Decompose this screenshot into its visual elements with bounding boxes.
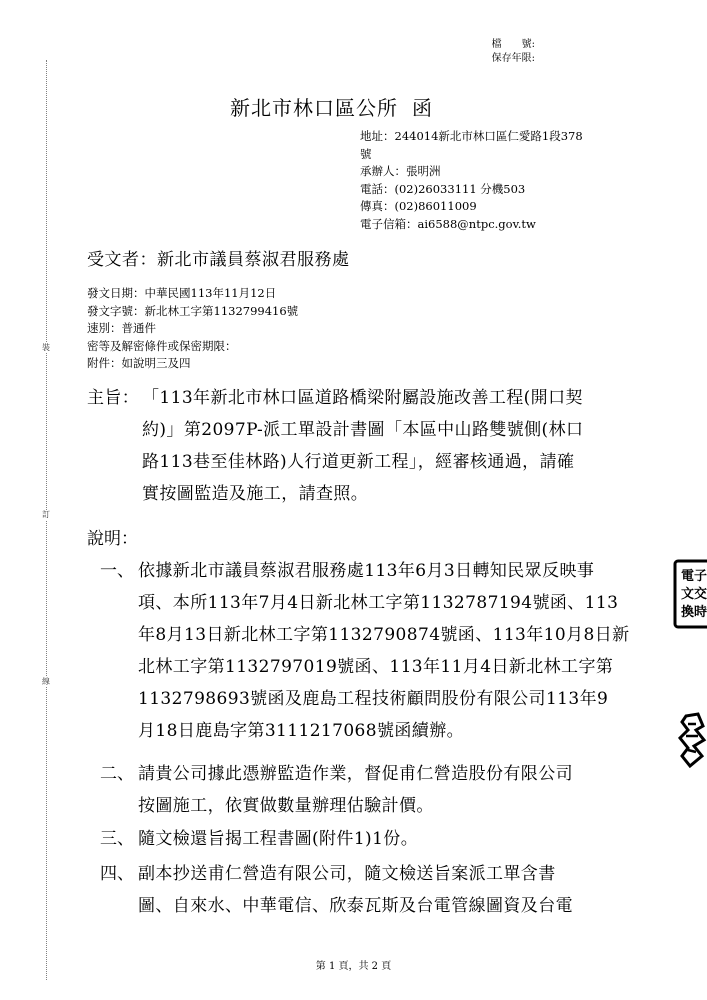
recipient: 受文者：新北市議員蔡淑君服務處: [87, 250, 350, 270]
svg-text:文交: 文交: [681, 587, 707, 602]
contact-block: [360, 128, 630, 233]
document-title: [230, 92, 433, 121]
item-line: 副本抄送甫仁營造有限公司，隨文檢送旨案派工單含書: [138, 864, 556, 884]
item-body: [138, 823, 418, 855]
subject-line: 「113年新北市林口區道路橋梁附屬設施改善工程(開口契: [142, 388, 583, 408]
address-line-1: 地址：244014新北市林口區仁愛路1段378: [360, 129, 583, 143]
issue-number: 發文字號：新北林工字第1132799416號: [87, 303, 299, 318]
agency-name: 新北市林口區公所: [230, 96, 398, 120]
phone: 電話：(02)26033111 分機503: [360, 181, 526, 196]
item-line: 北林工字第1132797019號函、113年11月4日新北林工字第: [138, 657, 614, 677]
handler: 承辦人：張明洲: [360, 164, 441, 178]
item-line: 隨文檢還旨揭工程書圖(附件1)1份。: [138, 829, 419, 849]
item-body: [138, 758, 573, 822]
meta-block: [87, 285, 298, 373]
address-line-2: 號: [360, 146, 372, 161]
subject-line: 實按圖監造及施工，請查照。: [142, 484, 369, 504]
item-body: [138, 858, 573, 922]
item-line: 按圖施工，依實做數量辦理估驗計價。: [138, 796, 434, 816]
binding-mark-xian: 線: [37, 677, 55, 687]
subject-body: [142, 382, 583, 510]
item-number: 三、: [100, 829, 134, 849]
item-line: 月18日鹿島字第3111217068號函續辦。: [138, 721, 464, 741]
item-line: 項、本所113年7月4日新北林工字第1132787194號函、113: [138, 593, 619, 613]
subject-line: 約)」第2097P-派工單設計書圖「本區中山路雙號側(林口: [142, 420, 584, 440]
subject-label: 主旨：: [87, 388, 140, 408]
file-info: [492, 38, 535, 66]
binding-mark-zhuang: 裝: [37, 343, 55, 353]
binding-guide-line: [46, 60, 47, 980]
svg-text:電子: 電子: [681, 569, 707, 584]
binding-mark-ding: 訂: [37, 510, 55, 520]
item-line: 1132798693號函及鹿島工程技術顧問股份有限公司113年9: [138, 689, 609, 709]
item-line: 依據新北市議員蔡淑君服務處113年6月3日轉知民眾反映事: [138, 561, 595, 581]
fax: 傳真：(02)86011009: [360, 199, 477, 213]
svg-text:換時: 換時: [681, 605, 707, 620]
seal-mark: [676, 712, 707, 768]
item-line: 圖、自來水、中華電信、欣泰瓦斯及台電管線圖資及台電: [138, 896, 573, 916]
email: 電子信箱：ai6588@ntpc.gov.tw: [360, 216, 536, 231]
electronic-exchange-stamp: [672, 558, 707, 630]
description-label: 說明：: [87, 529, 138, 549]
speed: 速別：普通件: [87, 321, 156, 335]
item-number: 二、: [100, 764, 134, 784]
retention-label: 保存年限:: [491, 53, 535, 64]
attachment: 附件：如說明三及四: [87, 356, 191, 370]
secrecy: 密等及解密條件或保密期限：: [87, 338, 237, 353]
issue-date: 發文日期：中華民國113年11月12日: [87, 286, 277, 300]
item-number: 四、: [100, 864, 134, 884]
doc-type: 函: [412, 96, 433, 120]
item-body: [138, 555, 630, 747]
page-number: 第 1 頁，共 2 頁: [315, 961, 392, 972]
item-number: 一、: [100, 561, 134, 581]
file-no-label: 檔 號:: [491, 39, 535, 50]
item-line: 年8月13日新北林工字第1132790874號函、113年10月8日新: [138, 625, 630, 645]
subject-line: 路113巷至佳林路)人行道更新工程」，經審核通過，請確: [142, 452, 575, 472]
item-line: 請貴公司據此憑辦監造作業，督促甫仁營造股份有限公司: [138, 764, 573, 784]
